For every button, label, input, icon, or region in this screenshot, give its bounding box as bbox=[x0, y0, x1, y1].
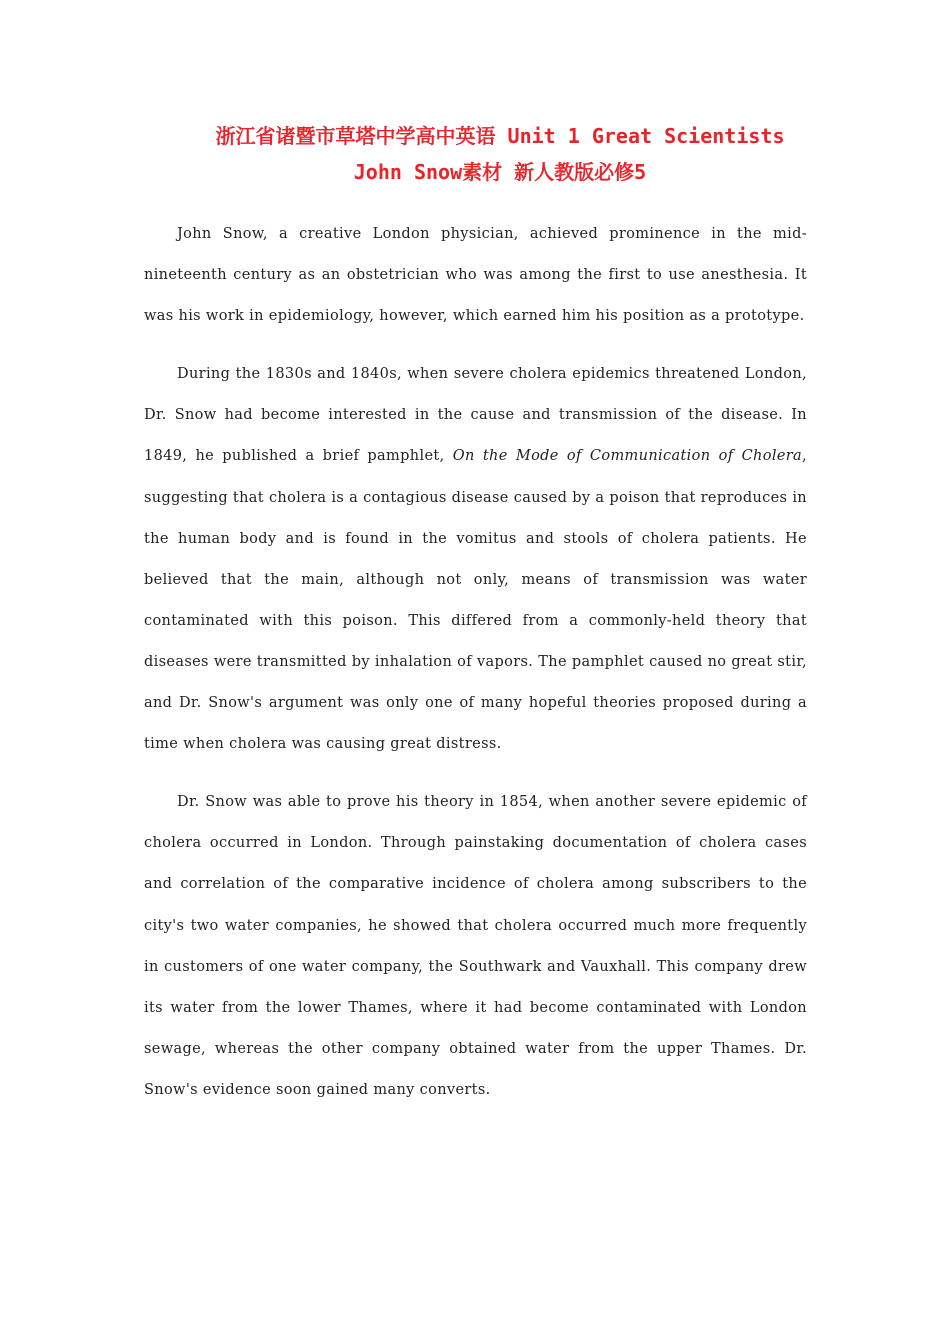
paragraph-2 bbox=[144, 354, 807, 765]
paragraph-2-text-b: , suggesting that cholera is a contagious disease caused by a poison that reproduces in the human body and is found in the vomitus and stools of cholera patients. He believed that the main, although not only, means of transmission was water contaminated with this poison. This differed from a commonly-held theory that diseases were transmitted by inhalation of vapors. The pamphlet caused no great stir, and Dr. Snow's argument was only one of many hopeful theories proposed during a time when cholera was causing great distress. bbox=[144, 448, 807, 753]
paragraph-1: John Snow, a creative London physician, achieved prominence in the mid-nineteenth century as an obstetrician who was among the first to use anesthesia. It was his work in epidemiology, however, which earned him his position as a prototype. bbox=[144, 226, 807, 325]
paragraph-3: Dr. Snow was able to prove his theory in 1854, when another severe epidemic of cholera occurred in London. Through painstaking documentation of cholera cases and correlation of the comparative incidence of cholera among subscribers to the city's two water companies, he showed that cholera occurred much more frequently in customers of one water company, the Southwark and Vauxhall. This company drew its water from the lower Thames, where it had become contaminated with London sewage, whereas the other company obtained water from the upper Thames. Dr. Snow's evidence soon gained many converts. bbox=[144, 794, 807, 1098]
document-title-line-1: 浙江省诸暨市草塔中学高中英语 Unit 1 Great Scientists bbox=[215, 124, 785, 148]
article-body bbox=[144, 214, 807, 1111]
pamphlet-title: On the Mode of Communication of Cholera bbox=[452, 448, 803, 465]
document-title-line-2: John Snow素材 新人教版必修5 bbox=[353, 160, 647, 184]
paragraph-2-text-a: During the 1830s and 1840s, when severe cholera epidemics threatened London, Dr. Snow had become interested in the cause and transmission of the disease. In 1849, he published a brief pamphlet, bbox=[144, 366, 807, 465]
